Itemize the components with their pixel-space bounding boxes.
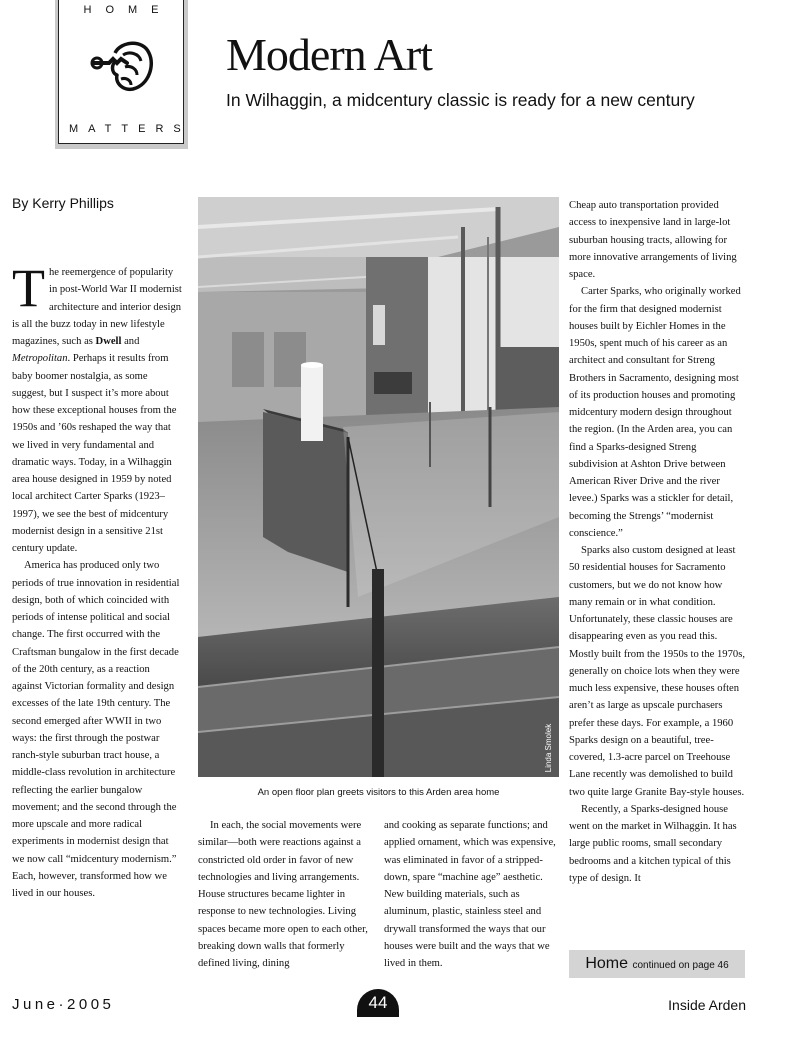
byline: By Kerry Phillips — [12, 195, 114, 211]
magazine-name: Dwell — [95, 336, 122, 347]
continued-notice — [569, 950, 745, 978]
magazine-name: Metropolitan — [12, 353, 68, 365]
logo-frame — [58, 0, 191, 144]
article-column-2 — [198, 817, 375, 972]
conjunction-text: and — [121, 336, 140, 347]
paragraph: America has produced only two periods of true innovation in residential design, both of which coincided with periods of intense political and social change. The first occurred with the Craftsman bungalow in the first decade of the 20th century, as a reaction against Victorian formality and design excesses of the late 19th century. The second emerged after WWII in two ways: the first through the postwar ranch-style suburban tract house, a middle-class revolution in architecture reflecting the earlier bungalow movement; and the second through the more upscale and more radical experiments in modernist design that we now call “midcentury modernism.” Each, however, transformed how we lived in our houses. — [12, 560, 180, 899]
interior-photo — [198, 197, 559, 777]
article-title: Modern Art — [226, 29, 432, 80]
paragraph: and cooking as separate functions; and applied ornament, which was expensive, was eliminated in favor of a stripped-down, spare “machine age” aesthetic. New building materials, such as aluminum, plastic, stainless steel and drywall transformed the ways that our houses were built and the ways that we lived in them. — [384, 820, 556, 969]
photo-credit — [543, 718, 555, 778]
drop-cap: T — [12, 258, 45, 318]
home-matters-logo — [55, 0, 191, 149]
article-column-3 — [384, 817, 559, 972]
issue-date: June·2005 — [12, 996, 115, 1013]
photo-credit-text: Linda Smolek — [544, 723, 553, 773]
continued-label: Home — [585, 955, 629, 972]
paragraph: Sparks also custom designed at least 50 residential houses for Sacramento customers, but we do not know how many remain or in what condition. Unfortunately, these classic houses are disappearing even as you read this. Mostly built from the 1950s to the 1970s, generally on choice lots when they were much less expensive, these houses often aren’t as large as upscale purchasers prefer these days. For example, a 1960 Sparks design on a beautiful, tree-covered, 1.3-acre parcel on Treehouse Lane recently was demolished to build two quite large Granite Bay-style houses. — [569, 545, 745, 798]
article-subtitle: In Wilhaggin, a midcentury classic is ready for a new century — [226, 90, 695, 110]
hand-key-icon — [87, 33, 157, 103]
logo-bottom-word: MATTERS — [69, 123, 191, 135]
paragraph: In each, the social movements were similar—both were reactions against a constricted old order in favor of new technologies and living arrangements. House structures became lighter in response to new technologies. Living spaces became more open to each other, breaking down walls that formerly defined living, dining — [198, 820, 368, 969]
paragraph-text: he reemergence of popularity in post-World War II modernist architecture and interior design is all the buzz today in new lifestyle magazines, such as — [12, 267, 182, 347]
publication-name: Inside Arden — [668, 997, 746, 1013]
paragraph: Recently, a Sparks-designed house went on the market in Wilhaggin. It has large public rooms, small secondary bedrooms and a kitchen typical of this type of design. It — [569, 803, 737, 884]
article-column-1 — [12, 258, 182, 902]
paragraph: Cheap auto transportation provided access to inexpensive land in large-lot suburban housing tracts, allowing for more innovative arrangements of living space. — [569, 200, 737, 280]
article-column-4 — [569, 197, 747, 887]
continued-note: continued on page 46 — [632, 960, 729, 971]
logo-top-word: HOME — [83, 4, 173, 16]
paragraph: Carter Sparks, who originally worked for the firm that designed modernist houses built by Eichler Homes in the 1950s, spent much of his career as an architect and consultant for Streng Brothers in Sacramento, designing most of its production houses and promoting midcentury modern design throughout the region. (In the Arden area, you can find a Sparks-designed Streng subdivision at Ashton Drive between American River Drive and the river levee.) Sparks was a stickler for detail, becoming the Strengs’ “modernist conscience.” — [569, 286, 741, 539]
paragraph — [12, 258, 182, 557]
paragraph-text: . Perhaps it results from baby boomer nostalgia, as some suggest, but I suspect it’s more about how these exceptional houses from the 1950s and ’60s reshaped the way that we lived in very fundamental and dramatic ways. Today, in a Wilhaggin area house designed in 1959 by noted local architect Carter Sparks (1923–1997), we see the best of midcentury modernist design in a sensitive 21st century update. — [12, 353, 177, 554]
page-number: 44 — [357, 989, 399, 1017]
photo-caption: An open floor plan greets visitors to this Arden area home — [257, 787, 500, 798]
